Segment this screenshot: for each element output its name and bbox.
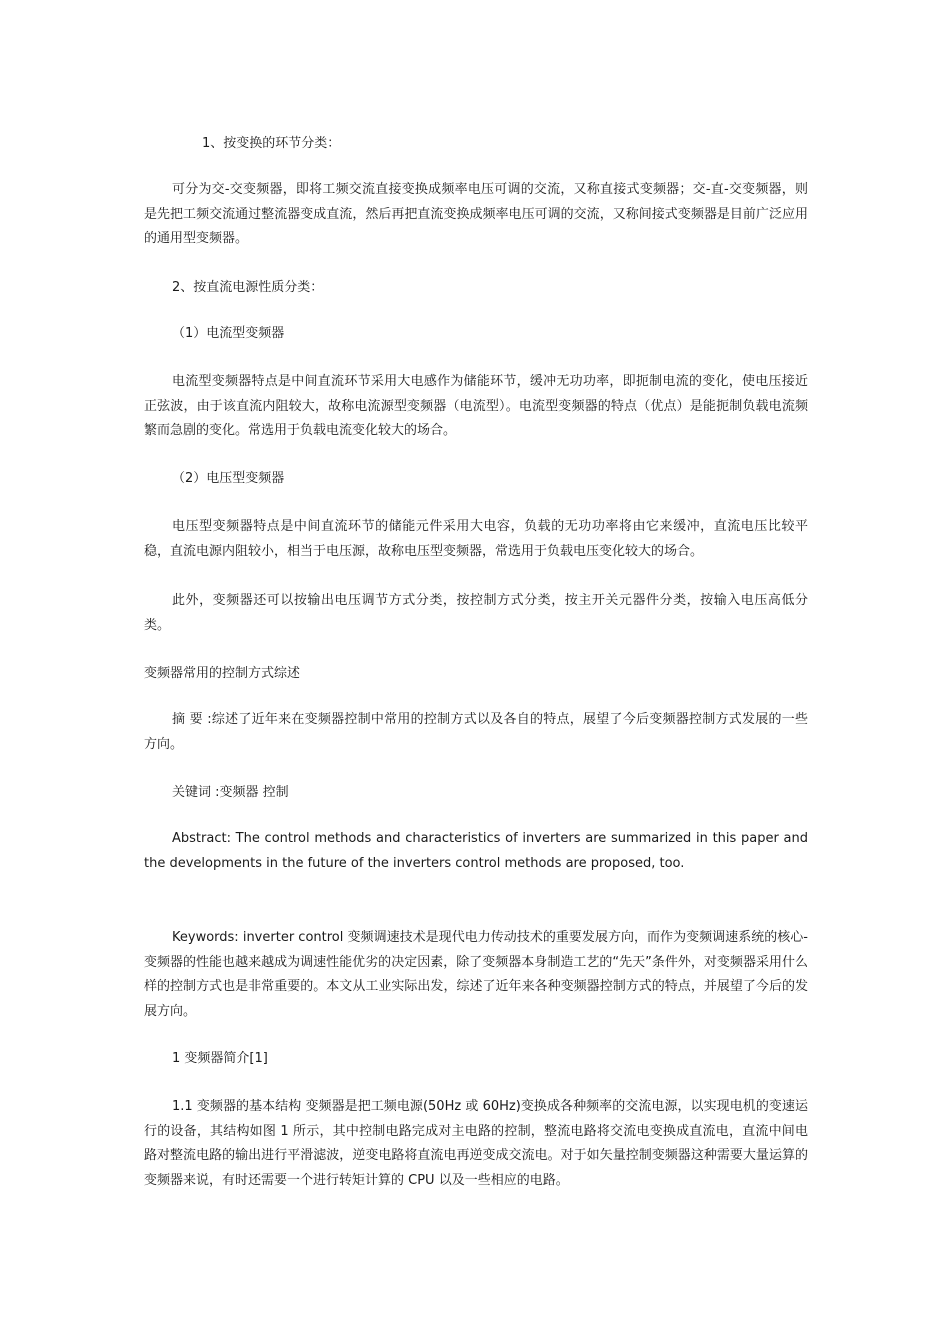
heading-voltage-type: （2）电压型变频器	[172, 471, 285, 486]
heading-current-type: （1）电流型变频器	[172, 326, 285, 341]
paragraph-voltage-type: 电压型变频器特点是中间直流环节的储能元件采用大电容，负载的无功功率将由它来缓冲，直流电压比较平稳，直流电源内阻较小，相当于电压源，故称电压型变频器，常选用于负载电压变化较大的场合。	[144, 519, 808, 559]
paragraph-other-classifications: 此外，变频器还可以按输出电压调节方式分类，按控制方式分类，按主开关元器件分类，按输入电压高低分类。	[144, 593, 808, 633]
paragraph-ac-ac-converter: 可分为交-交变频器，即将工频交流直接变换成频率电压可调的交流，又称直接式变频器；交-直-交变频器，则是先把工频交流通过整流器变成直流，然后再把直流变换成频率电压可调的交流，又称间接式变频器是目前广泛应用的通用型变频器。	[144, 182, 808, 246]
heading-classify-by-conversion: 1、按变换的环节分类：	[202, 136, 341, 151]
paragraph-current-type: 电流型变频器特点是中间直流环节采用大电感作为储能环节，缓冲无功功率，即扼制电流的变化，使电压接近正弦波，由于该直流内阻较大，故称电流源型变频器（电流型）。电流型变频器的特点（优点）是能扼制负载电流频繁而急剧的变化。常选用于负载电流变化较大的场合。	[144, 374, 808, 438]
section-title-control-methods: 变频器常用的控制方式综述	[144, 666, 301, 681]
heading-inverter-intro: 1 变频器简介[1]	[172, 1051, 268, 1066]
paragraph-abstract-cn: 摘 要 :综述了近年来在变频器控制中常用的控制方式以及各自的特点，展望了今后变频器控制方式发展的一些方向。	[144, 712, 808, 752]
paragraph-basic-structure: 1.1 变频器的基本结构 变频器是把工频电源(50Hz 或 60Hz)变换成各种频率的交流电源，以实现电机的变速运行的设备，其结构如图 1 所示，其中控制电路完成对主电路的控制，整流电路将交流电变换成直流电，直流中间电路对整流电路的输出进行平滑滤波，逆变电路将直流电再逆变成交流电。对于如矢量控制变频器这种需要大量运算的变频器来说，有时还需要一个进行转矩计算的 CPU 以及一些相应的电路。	[144, 1099, 808, 1188]
paragraph-keywords-intro: Keywords: inverter control 变频调速技术是现代电力传动技术的重要发展方向，而作为变频调速系统的核心-变频器的性能也越来越成为调速性能优劣的决定因素，除了变频器本身制造工艺的“先天”条件外，对变频器采用什么样的控制方式也是非常重要的。本文从工业实际出发，综述了近年来各种变频器控制方式的特点，并展望了今后的发展方向。	[144, 930, 808, 1019]
paragraph-keywords-cn: 关键词 :变频器 控制	[172, 785, 289, 800]
heading-classify-by-dc-source: 2、按直流电源性质分类：	[172, 280, 324, 295]
paragraph-abstract-en: Abstract: The control methods and characteristics of inverters are summarized in this paper and the developments in the future of the inverters control methods are proposed, too.	[144, 831, 808, 871]
